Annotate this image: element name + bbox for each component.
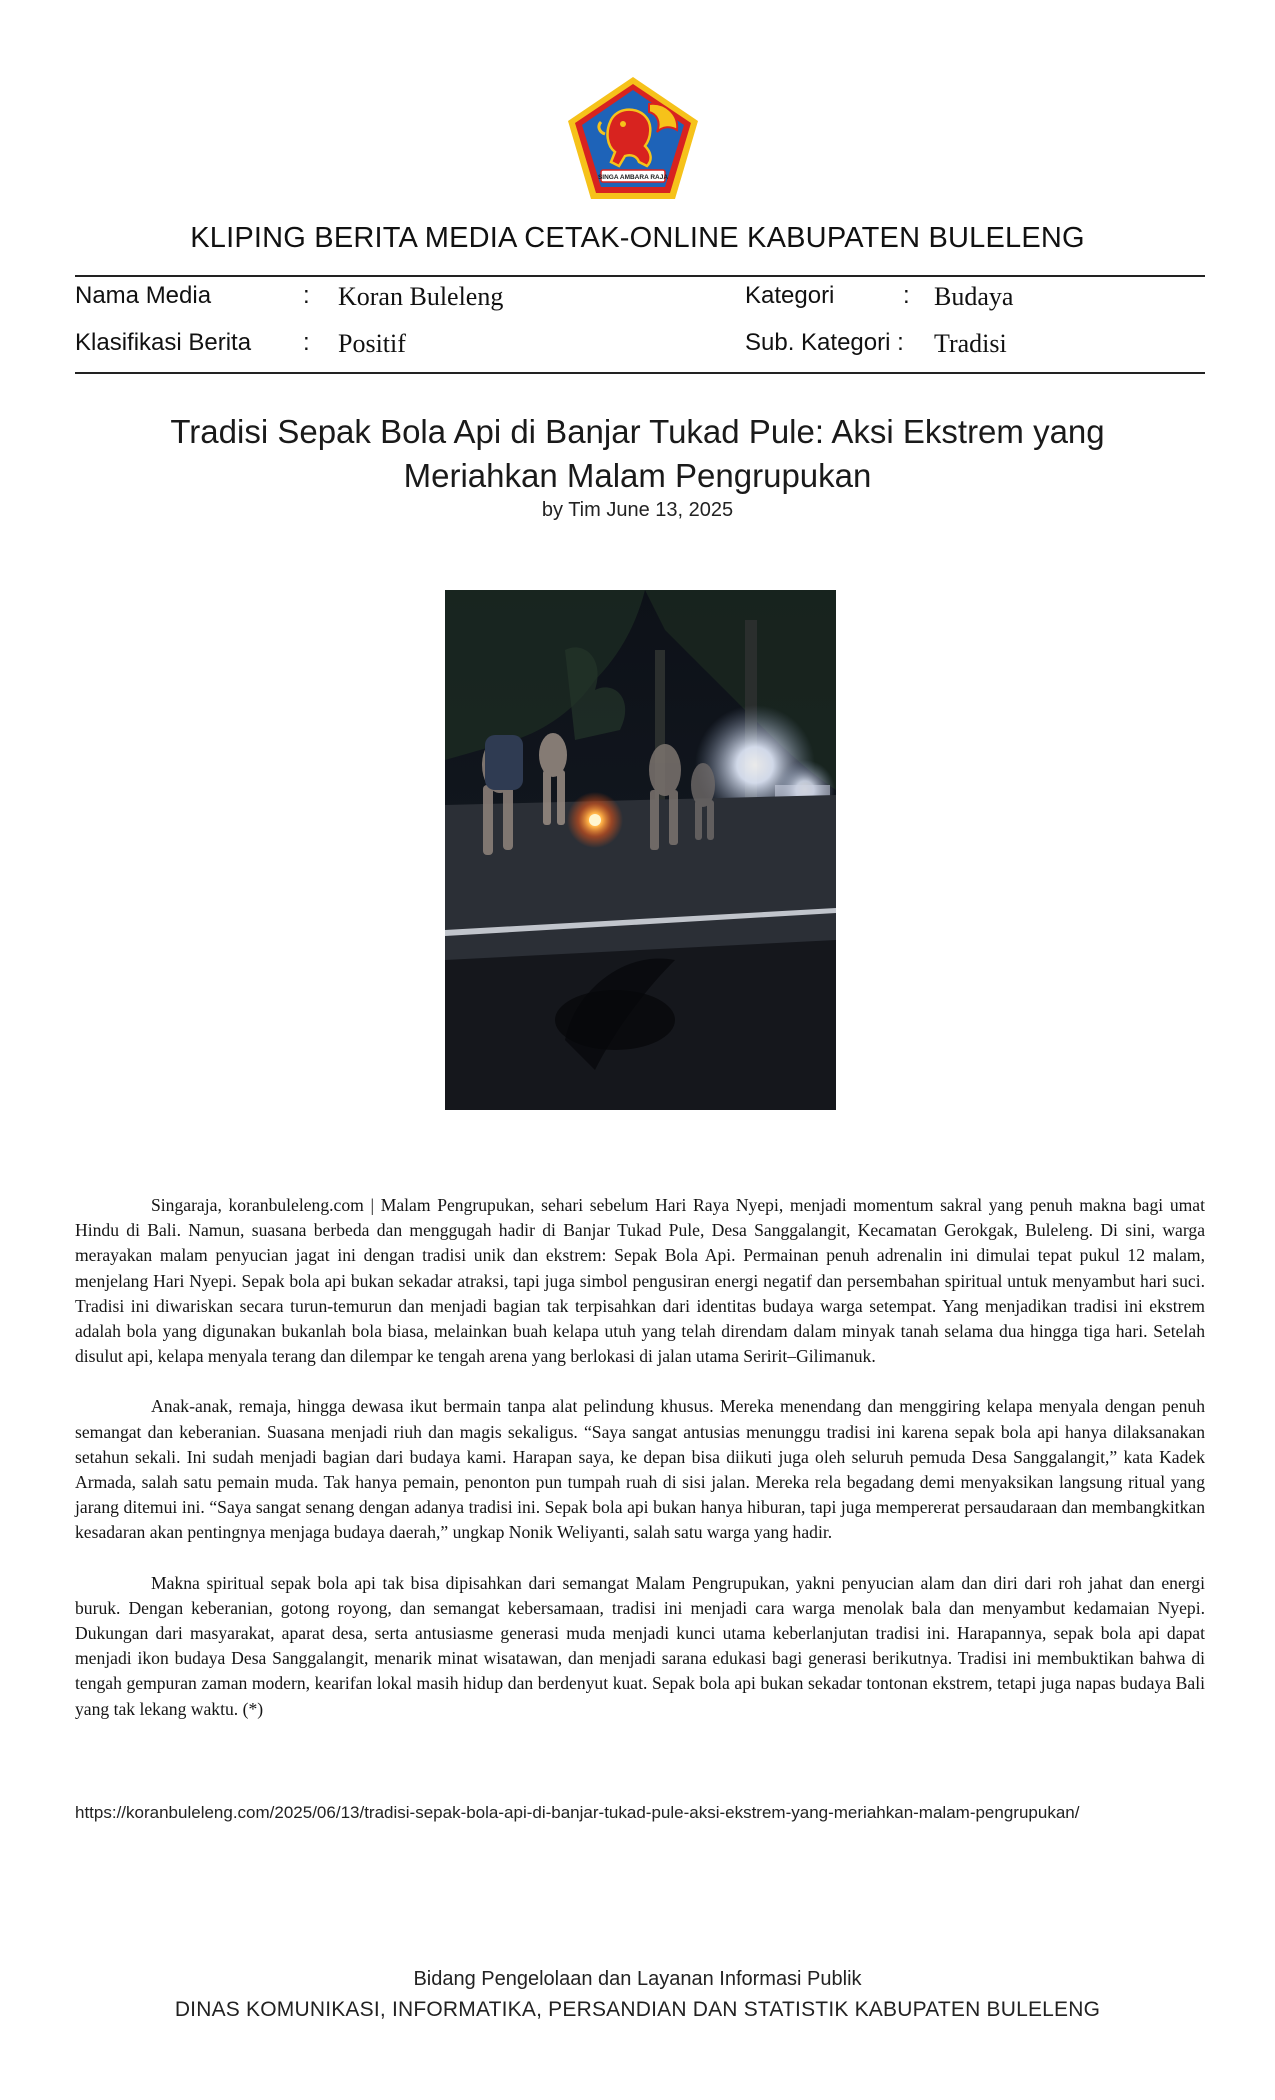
article-title-line1: Tradisi Sepak Bola Api di Banjar Tukad Pule: Aksi Ekstrem yang — [170, 413, 1105, 450]
classification-value: Positif — [338, 329, 406, 358]
category-value: Budaya — [934, 282, 1014, 311]
clipping-header-title: KLIPING BERITA MEDIA CETAK-ONLINE KABUPATEN BULELENG — [190, 222, 1085, 254]
classification-label: Klasifikasi Berita — [75, 329, 252, 356]
subcategory-label: Sub. Kategori : — [745, 329, 904, 356]
singa-ambara-raja-emblem-icon — [565, 74, 701, 204]
footer-division-name: Bidang Pengelolaan dan Layanan Informasi Publik — [413, 1968, 862, 1990]
header-top-rule — [75, 275, 1205, 277]
header-bottom-rule — [75, 372, 1205, 374]
source-url-link[interactable]: https://koranbuleleng.com/2025/06/13/tradisi-sepak-bola-api-di-banjar-tukad-pule-aksi-ekstrem-yang-meriahkan-malam-pengrupukan/ — [75, 1803, 1080, 1822]
media-name-colon: : — [303, 282, 310, 309]
article-title-line2: Meriahkan Malam Pengrupukan — [403, 457, 872, 494]
article-paragraph-1: Singaraja, koranbuleleng.com | Malam Pengrupukan, sehari sebelum Hari Raya Nyepi, menjadi momentum sakral yang penuh makna bagi umat Hindu di Bali. Namun, suasana berbeda dan menggugah hadir di Banjar Tukad Pule, Desa Sanggalangit, Kecamatan Gerokgak, Buleleng. Di sini, warga merayakan malam penyucian jagat ini dengan tradisi unik dan ekstrem: Sepak Bola Api. Permainan penuh adrenalin ini dimulai tepat pukul 12 malam, menjelang Hari Nyepi. Sepak bola api bukan sekadar atraksi, tapi juga simbol pengusiran energi negatif dan persembahan spiritual untuk menyambut hari suci. Tradisi ini diwariskan secara turun-temurun dan menjadi bagian tak terpisahkan dari identitas budaya warga setempat. Yang menjadikan tradisi ini ekstrem adalah bola yang digunakan bukanlah bola biasa, melainkan buah kelapa utuh yang telah direndam dalam minyak tanah selama dua hingga tiga hari. Setelah disulut api, kelapa menyala terang dan dilempar ke tengah arena yang berlokasi di jalan utama Seririt–Gilimanuk. — [75, 1195, 1205, 1367]
category-label: Kategori — [745, 282, 835, 309]
article-title — [120, 410, 1155, 498]
logo-motto-text: SINGA AMBARA RAJA — [597, 174, 669, 181]
media-name-value: Koran Buleleng — [338, 282, 504, 311]
footer-agency-name: DINAS KOMUNIKASI, INFORMATIKA, PERSANDIAN DAN STATISTIK KABUPATEN BULELENG — [174, 1998, 1101, 2021]
article-byline: by Tim June 13, 2025 — [541, 499, 734, 521]
night-fire-football-photo — [445, 590, 836, 1110]
subcategory-value: Tradisi — [934, 329, 1007, 358]
classification-colon: : — [303, 329, 310, 356]
media-name-label: Nama Media — [75, 282, 212, 309]
article-paragraph-3: Makna spiritual sepak bola api tak bisa dipisahkan dari semangat Malam Pengrupukan, yakni penyucian alam dan diri dari roh jahat dan energi buruk. Dengan keberanian, gotong royong, dan semangat kebersamaan, tradisi ini menjadi cara warga menolak bala dan menyambut kedamaian Nyepi. Dukungan dari masyarakat, aparat desa, serta antusiasme generasi muda menjadi kunci utama keberlanjutan tradisi ini. Harapannya, sepak bola api dapat menjadi ikon budaya Desa Sanggalangit, menarik minat wisatawan, dan menjadi sarana edukasi bagi generasi berikutnya. Tradisi ini membuktikan bahwa di tengah gempuran zaman modern, kearifan lokal masih hidup dan berdenyut kuat. Sepak bola api bukan sekadar tontonan ekstrem, tetapi juga napas budaya Bali yang tak lekang waktu. (*) — [75, 1572, 1205, 1719]
regency-logo — [565, 74, 701, 204]
category-colon: : — [903, 282, 910, 309]
article-paragraph-2: Anak-anak, remaja, hingga dewasa ikut bermain tanpa alat pelindung khusus. Mereka menendang dan menggiring kelapa menyala dengan penuh semangat dan keberanian. Suasana menjadi riuh dan magis sekaligus. “Saya sangat antusias menunggu tradisi ini karena sepak bola api hanya dilaksanakan setahun sekali. Ini sudah menjadi bagian dari budaya kami. Harapan saya, ke depan bisa diikuti juga oleh seluruh pemuda Desa Sanggalangit,” kata Kadek Armada, salah satu pemain muda. Tak hanya pemain, penonton pun tumpah ruah di sisi jalan. Mereka rela begadang demi menyaksikan langsung ritual yang jarang ditemui ini. “Saya sangat senang dengan adanya tradisi ini. Sepak bola api bukan hanya hiburan, tapi juga mempererat persaudaraan dan membangkitkan kesadaran akan pentingnya menjaga budaya daerah,” ungkap Nonik Weliyanti, salah satu warga yang hadir. — [75, 1396, 1205, 1543]
article-photo — [445, 590, 836, 1110]
article-body — [75, 1193, 1205, 1747]
